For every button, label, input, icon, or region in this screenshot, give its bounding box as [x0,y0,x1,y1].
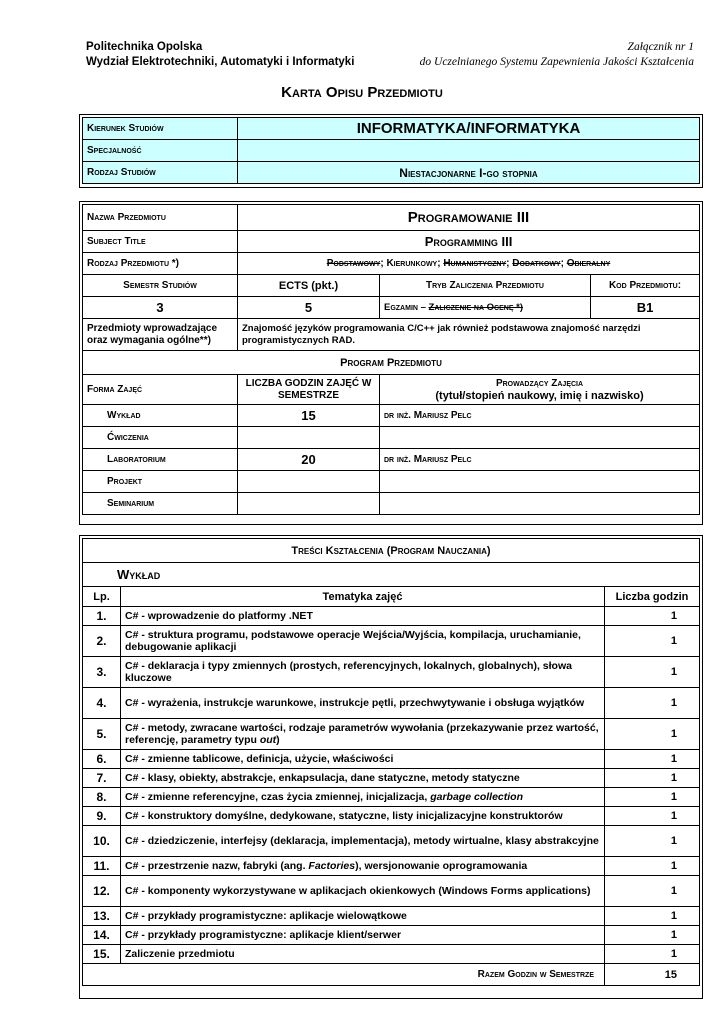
program-row [83,493,700,515]
teacher-header-subtitle: (tytuł/stopień naukowy, imię i nazwisko) [435,389,644,402]
topic-cell: C# - przestrzenie nazw, fabryki (ang. Factories), wersjonowanie oprogramowania [121,857,605,876]
teacher-header-title: Prowadzący Zajęcia [495,377,584,389]
lp-cell: 5. [83,719,121,750]
prereq-label: Przedmioty wprowadzające oraz wymagania ogólne**) [83,319,238,351]
topic-cell: Zaliczenie przedmiotu [121,945,605,964]
topic-cell: C# - dziedziczenie, interfejsy (deklaracja, implementacja), metody wirtualne, klasy abstrakcyjne [121,826,605,857]
hours-cell: 1 [605,750,700,769]
study-table [82,117,700,184]
rodzaj-przedmiotu-options: Podstawowy; Kierunkowy; Humanistyczny; Dodatkowy; Obieralny [238,253,700,275]
hours-cell: 1 [605,688,700,719]
annex-subtitle: do Uczelnianego Systemu Zapewnienia Jakości Kształcenia [419,56,694,68]
faculty-name: Wydział Elektrotechniki, Automatyki i Informatyki [86,56,355,68]
hours-header: LICZBA GODZIN ZAJĘĆ W SEMESTRZE [238,375,380,405]
table-row [83,826,700,857]
table-row [83,769,700,788]
topic-cell: C# - komponenty wykorzystywane w aplikacjach okienkowych (Windows Forms applications) [121,876,605,907]
hours-cell: 1 [605,945,700,964]
topic-cell: C# - zmienne referencyjne, czas życia zmiennej, inicjalizacja, garbage collection [121,788,605,807]
content-section: Wykład [83,563,700,587]
forma-cell: Ćwiczenia [83,427,238,449]
specjalnosc-value [238,140,700,162]
forma-header: Forma Zajęć [83,375,238,405]
lp-cell: 7. [83,769,121,788]
specjalnosc-label: Specjalność [83,140,238,162]
teacher-cell [380,493,700,515]
lp-cell: 1. [83,607,121,626]
hours-cell: 1 [605,807,700,826]
teacher-header [380,375,700,405]
annex-label: Załącznik nr 1 [627,41,694,53]
hours-cell: 15 [238,405,380,427]
option-humanistyczny: Humanistyczny [443,258,507,269]
topic-cell: C# - deklaracja i typy zmiennych (prostych, referencyjnych, lokalnych, globalnych), słowa kluczowe [121,657,605,688]
topic-cell: C# - klasy, obiekty, abstrakcje, enkapsulacja, dane statyczne, metody statyczne [121,769,605,788]
total-row [83,964,700,986]
document-title: Karta Opisu Przedmiotu [281,84,443,101]
kierunek-value: INFORMATYKA/INFORMATYKA [238,118,700,140]
rodzaj-studiow-value: Niestacjonarne I-go stopnia [238,162,700,184]
table-row [83,626,700,657]
tryb-egzamin: Egzamin [384,302,418,313]
subject-value: Programming III [238,231,700,253]
table-row [83,750,700,769]
prereq-value: Znajomość języków programowania C/C++ jak również podstawowa znajomość narzędzi programistycznych RAD. [238,319,700,351]
lp-cell: 6. [83,750,121,769]
content-table [82,538,700,986]
forma-cell: Laboratorium [83,449,238,471]
topic-cell: C# - zmienne tablicowe, definicja, użycie, właściwości [121,750,605,769]
lp-cell: 15. [83,945,121,964]
teacher-cell [380,427,700,449]
nazwa-value: Programowanie III [238,205,700,231]
lp-cell: 11. [83,857,121,876]
option-podstawowy: Podstawowy [326,258,381,269]
hours-cell: 1 [605,876,700,907]
teacher-cell: dr inż. Mariusz Pelc [380,449,700,471]
topic-cell: C# - konstruktory domyślne, dedykowane, statyczne, listy inicjalizacyjne konstruktorów [121,807,605,826]
tryb-zaliczenie: Zaliczenie na Ocenę *) [428,302,523,313]
hours-cell: 1 [605,607,700,626]
program-row [83,405,700,427]
hours-cell: 1 [605,719,700,750]
hours-cell [238,427,380,449]
nazwa-label: Nazwa Przedmiotu [83,205,238,231]
lp-cell: 14. [83,926,121,945]
hours-cell: 1 [605,907,700,926]
subject-label: Subject Title [83,231,238,253]
topic-header: Tematyka zajęć [121,587,605,607]
ects-label: ECTS (pkt.) [238,275,380,297]
teacher-cell [380,471,700,493]
hours-cell: 1 [605,826,700,857]
hours-cell [238,471,380,493]
table-row [83,788,700,807]
header-left [86,40,354,70]
hours-cell: 1 [605,857,700,876]
lp-cell: 9. [83,807,121,826]
university-name: Politechnika Opolska [86,41,203,53]
tryb-dash: – [417,302,429,313]
lp-header: Lp. [83,587,121,607]
forma-cell: Seminarium [83,493,238,515]
total-label: Razem Godzin w Semestrze [83,964,605,986]
lp-cell: 4. [83,688,121,719]
lp-cell: 8. [83,788,121,807]
forma-cell: Projekt [83,471,238,493]
topic-cell: C# - struktura programu, podstawowe operacje Wejścia/Wyjścia, kompilacja, uruchamianie, debugowanie aplikacji [121,626,605,657]
hours-cell: 1 [605,926,700,945]
rodzaj-przedmiotu-label: Rodzaj Przedmiotu *) [83,253,238,275]
kod-value: B1 [591,297,700,319]
table-row [83,688,700,719]
hours-cell: 1 [605,769,700,788]
tryb-label: Tryb Zaliczenia Przedmiotu [380,275,591,297]
table-row [83,926,700,945]
table-row [83,607,700,626]
hours-cell: 1 [605,657,700,688]
topic-cell: C# - wyrażenia, instrukcje warunkowe, instrukcje pętli, przechwytywanie i obsługa wyjątków [121,688,605,719]
topic-cell: C# - przykłady programistyczne: aplikacje klient/serwer [121,926,605,945]
kierunek-label: Kierunek Studiów [83,118,238,140]
hours-cell: 1 [605,788,700,807]
topic-cell: C# - wprowadzenie do platformy .NET [121,607,605,626]
option-kierunkowy: Kierunkowy [386,258,438,269]
topic-cell: C# - metody, zwracane wartości, rodzaje parametrów wywołania (przekazywanie przez wartość, referencję, parametry typu out) [121,719,605,750]
table-row [83,945,700,964]
rodzaj-studiow-label: Rodzaj Studiów [83,162,238,184]
table-row [83,719,700,750]
forma-cell: Wykład [83,405,238,427]
topic-cell: C# - przykłady programistyczne: aplikacje wielowątkowe [121,907,605,926]
table-row [83,657,700,688]
table-row [83,876,700,907]
lp-cell: 12. [83,876,121,907]
table-row [83,857,700,876]
teacher-cell: dr inż. Mariusz Pelc [380,405,700,427]
program-row [83,471,700,493]
kod-label: Kod Przedmiotu: [591,275,700,297]
course-table [82,204,700,515]
tryb-value [380,297,591,319]
ects-value: 5 [238,297,380,319]
lp-cell: 13. [83,907,121,926]
program-row [83,449,700,471]
hours-header: Liczba godzin [605,587,700,607]
semestr-label: Semestr Studiów [83,275,238,297]
program-title: Program Przedmiotu [83,351,700,375]
program-row [83,427,700,449]
lp-cell: 10. [83,826,121,857]
option-obieralny: Obieralny [566,258,611,269]
semestr-value: 3 [83,297,238,319]
content-title: Treści Kształcenia (Program Nauczania) [83,539,700,563]
hours-cell [238,493,380,515]
table-row [83,807,700,826]
lp-cell: 3. [83,657,121,688]
option-dodatkowy: Dodatkowy [512,258,561,269]
hours-cell: 1 [605,626,700,657]
header-right [420,40,694,70]
hours-cell: 20 [238,449,380,471]
lp-cell: 2. [83,626,121,657]
table-row [83,907,700,926]
total-value: 15 [605,964,700,986]
